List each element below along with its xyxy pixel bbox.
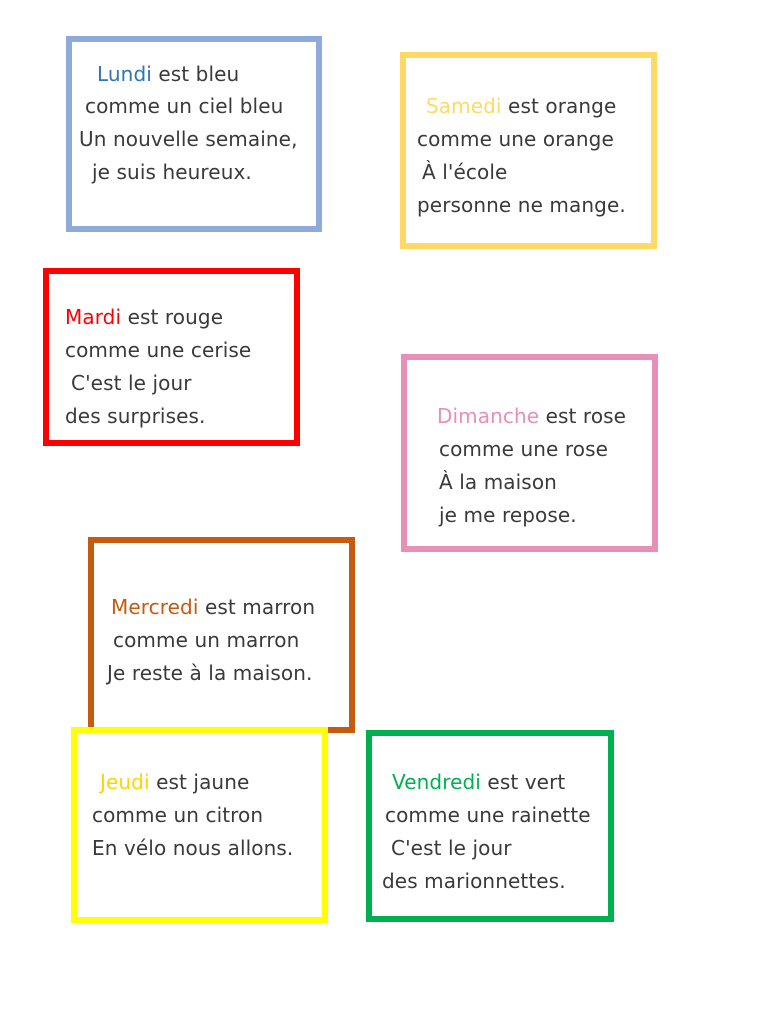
title-rest: est orange <box>501 94 617 118</box>
title-rest: est marron <box>198 595 316 619</box>
poem-line-4: je me repose. <box>439 503 577 527</box>
poem-line-4: des surprises. <box>65 404 206 428</box>
poem-line-3: En vélo nous allons. <box>92 836 294 860</box>
poem-line-3: À l'école <box>422 160 508 184</box>
poem-line-4: des marionnettes. <box>382 869 566 893</box>
day-name-mercredi: Mercredi <box>111 595 199 619</box>
poem-line-3: Je reste à la maison. <box>107 661 313 685</box>
poem-line-2: comme une cerise <box>65 338 252 362</box>
poem-line-3: C'est le jour <box>391 836 512 860</box>
poem-card-mercredi <box>88 537 355 733</box>
poem-line-2: comme une rose <box>439 437 609 461</box>
card-title-line <box>65 305 223 329</box>
poem-line-3: Un nouvelle semaine, <box>79 127 298 151</box>
poem-card-mardi <box>43 268 300 446</box>
poem-card-samedi <box>400 52 657 249</box>
day-name-vendredi: Vendredi <box>392 770 481 794</box>
poem-line-2: comme un citron <box>92 803 264 827</box>
poem-line-2: comme une orange <box>417 127 614 151</box>
card-title-line <box>392 770 565 794</box>
day-name-samedi: Samedi <box>426 94 502 118</box>
poem-card-vendredi <box>366 730 614 922</box>
day-name-dimanche: Dimanche <box>437 404 540 428</box>
day-name-jeudi: Jeudi <box>100 770 150 794</box>
poem-line-3: À la maison <box>439 470 557 494</box>
title-rest: est rose <box>539 404 627 428</box>
poem-line-3: C'est le jour <box>71 371 192 395</box>
poem-line-2: comme un marron <box>113 628 300 652</box>
title-rest: est rouge <box>121 305 224 329</box>
card-title-line <box>437 404 626 428</box>
card-title-line <box>111 595 315 619</box>
day-name-mardi: Mardi <box>65 305 122 329</box>
poem-line-2: comme une rainette <box>385 803 591 827</box>
poem-card-jeudi <box>71 727 328 923</box>
title-rest: est jaune <box>149 770 250 794</box>
poem-card-lundi <box>66 36 322 232</box>
title-rest: est bleu <box>151 62 240 86</box>
poem-line-4: personne ne mange. <box>417 193 626 217</box>
card-title-line <box>426 94 616 118</box>
card-title-line <box>97 62 239 86</box>
title-rest: est vert <box>480 770 566 794</box>
poem-card-dimanche <box>401 354 658 552</box>
day-name-lundi: Lundi <box>97 62 152 86</box>
poem-line-4: je suis heureux. <box>92 160 252 184</box>
poem-line-2: comme un ciel bleu <box>85 94 284 118</box>
card-title-line <box>100 770 249 794</box>
